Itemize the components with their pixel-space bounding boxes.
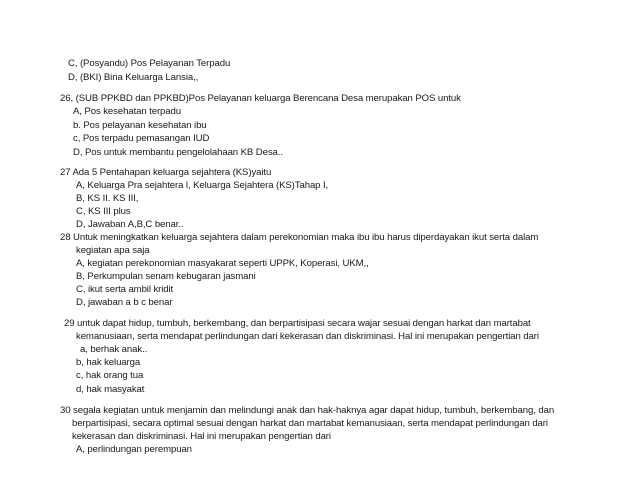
- q27-option-b: B, KS II. KS III,: [76, 193, 139, 204]
- q28-option-b: B, Perkumpulan senam kebugaran jasmani: [76, 271, 256, 282]
- q28-question-line-1: 28 Untuk meningkatkan keluarga sejahtera dalam perekonomian maka ibu ibu harus diperdayakan ikut serta dalam: [60, 232, 539, 243]
- q27-option-c: C, KS III plus: [76, 206, 131, 217]
- q27-option-d: D, Jawaban A,B,C benar..: [76, 219, 184, 230]
- q26-option-a: A, Pos kesehatan terpadu: [73, 106, 182, 117]
- q30-question-line-1: 30 segala kegiatan untuk menjamin dan melindungi anak dan hak-haknya agar dapat hidup, tumbuh, berkembang, dan: [60, 405, 555, 416]
- q30-option-a: A, perlindungan perempuan: [76, 444, 192, 455]
- q29-question-line-1: 29 untuk dapat hidup, tumbuh, berkembang, dan berpartisipasi secara wajar sesuai dengan harkat dan martabat: [64, 318, 531, 329]
- q27-question: 27 Ada 5 Pentahapan keluarga sejahtera (KS)yaitu: [60, 167, 272, 178]
- q26-option-b: b. Pos pelayanan kesehatan ibu: [73, 120, 207, 131]
- q26-question: 26, (SUB PPKBD dan PPKBD)Pos Pelayanan keluarga Berencana Desa merupakan POS untuk: [60, 93, 461, 104]
- q30-question-line-2: berpartisipasi, secara optimal sesuai dengan harkat dan martabat kemanusiaan, serta mendapat perlindungan dari: [72, 418, 548, 429]
- q28-option-d: D, jawaban a b c benar: [76, 297, 173, 308]
- q28-option-a: A, kegiatan perekonomian masyakarat seperti UPPK, Koperasi, UKM,,: [76, 258, 369, 269]
- q29-option-b: b, hak keluarga: [76, 357, 141, 368]
- q29-option-a: a, berhak anak..: [80, 344, 148, 355]
- q25-option-c: C, (Posyandu) Pos Pelayanan Terpadu: [68, 58, 231, 69]
- q29-question-line-2: kemanusiaan, serta mendapat perlindungan dari kekerasan dan diskriminasi. Hal ini merupakan pengertian dari: [76, 331, 539, 342]
- q29-option-c: c, hak orang tua: [76, 370, 144, 381]
- q27-option-a: A, Keluarga Pra sejahtera l, Keluarga Sejahtera (KS)Tahap I,: [76, 180, 329, 191]
- q29-option-d: d, hak masyakat: [76, 384, 145, 395]
- q30-question-line-3: kekerasan dan diskriminasi. Hal ini merupakan pengertian dari: [72, 431, 331, 442]
- q28-option-c: C, ikut serta ambil kridit: [76, 284, 174, 295]
- q26-option-c: c, Pos terpadu pemasangan IUD: [73, 133, 210, 144]
- q25-option-d: D, (BKI) Bina Keluarga Lansia,,: [68, 72, 199, 83]
- q26-option-d: D, Pos untuk membantu pengelolahaan KB Desa..: [73, 147, 283, 158]
- q28-question-line-2: kegiatan apa saja: [76, 245, 150, 256]
